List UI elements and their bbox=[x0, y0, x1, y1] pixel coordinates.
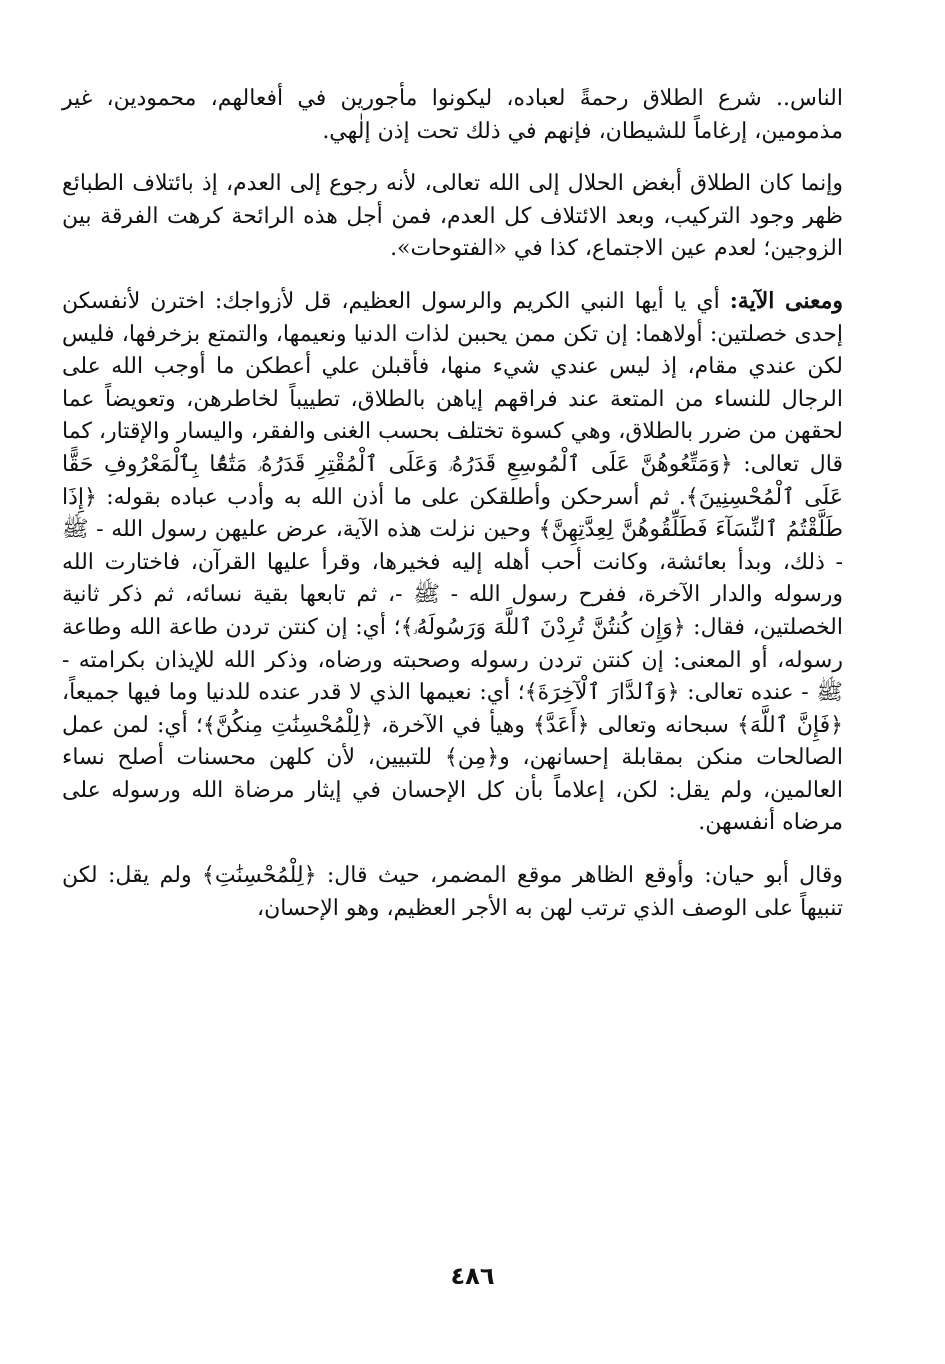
paragraph-3-lead: ومعنى الآية: bbox=[729, 287, 843, 314]
paragraph-1 bbox=[62, 82, 843, 148]
paragraph-1-text: الناس.. شرع الطلاق رحمةً لعباده، ليكونوا مأجورين في أفعالهم، محمودين، غير مذمومين، إرغاماً للشيطان، فإنهم في ذلك تحت إذن إلٰهي. bbox=[62, 86, 843, 144]
paragraph-2 bbox=[62, 167, 843, 266]
paragraph-2-text: وإنما كان الطلاق أبغض الحلال إلى الله تعالى، لأنه رجوع إلى العدم، إذ بائتلاف الطبائع ظهر وجود التركيب، وبعد الائتلاف كل العدم، فمن أجل هذه الرائحة كرهت الفرقة بين الزوجين؛ لعدم عين الاجتماع، كذا في «الفتوحات». bbox=[62, 171, 843, 262]
paragraph-4 bbox=[62, 859, 843, 925]
page-body bbox=[62, 82, 843, 925]
paragraph-4-text: وقال أبو حيان: وأوقع الظاهر موقع المضمر، حيث قال: ﴿لِلْمُحْسِنَٰتِ﴾ ولم يقل: لكن تنبيهاً على الوصف الذي ترتب لهن به الأجر العظيم، وهو الإحسان، bbox=[62, 863, 843, 921]
paragraph-3 bbox=[62, 285, 843, 840]
page-number: ٤٨٦ bbox=[450, 1262, 495, 1290]
paragraph-3-text: أي يا أيها النبي الكريم والرسول العظيم، قل لأزواجك: اخترن لأنفسكن إحدى خصلتين: أولاهما: إن تكن ممن يحببن لذات الدنيا ونعيمها، والتمتع بزخرفها، فليس لكن عندي مقام، إذ ليس عندي شيء منها، فأقبلن علي أعطكن ما أوجب الله على الرجال للنساء من المتعة عند فراقهم إياهن بالطلاق، تطييباً لخاطرهن، وتعويضاً عما لحقهن من ضرر بالطلاق، وهي كسوة تختلف بحسب الغنى والفقر، واليسار والإقتار، كما قال تعالى: ﴿وَمَتِّعُوهُنَّ عَلَى ٱلْمُوسِعِ قَدَرُهُۥ وَعَلَى ٱلْمُقْتِرِ قَدَرُهُۥ مَتَٰعًۢا بِٱلْمَعْرُوفِ حَقًّا عَلَى ٱلْمُحْسِنِينَ﴾. ثم أسرحكن وأطلقكن على ما أذن الله به وأدب عباده بقوله: ﴿إِذَا طَلَّقْتُمُ ٱلنِّسَآءَ فَطَلِّقُوهُنَّ لِعِدَّتِهِنَّ﴾ وحين نزلت هذه الآية، عرض عليهن رسول الله - ﷺ - ذلك، وبدأ بعائشة، وكانت أحب أهله إليه فخيرها، وقرأ عليها القرآن، فاختارت الله ورسوله والدار الآخرة، ففرح رسول الله - ﷺ -، ثم تابعها بقية نسائه، ثم ذكر ثانية الخصلتين، فقال: ﴿وَإِن كُنتُنَّ تُرِدْنَ ٱللَّهَ وَرَسُولَهُۥ﴾؛ أي: إن كنتن تردن طاعة الله وطاعة رسوله، أو المعنى: إن كنتن تردن رسوله وصحبته ورضاه، وذكر الله للإيذان بكرامته - ﷺ - عنده تعالى: ﴿وَٱلدَّارَ ٱلْآخِرَةَ﴾؛ أي: نعيمها الذي لا قدر عنده للدنيا وما فيها جميعاً، ﴿فَإِنَّ ٱللَّهَ﴾ سبحانه وتعالى ﴿أَعَدَّ﴾ وهيأ في الآخرة، ﴿لِلْمُحْسِنَٰتِ مِنكُنَّ﴾؛ أي: لمن عمل الصالحات منكن بمقابلة إحسانهن، و﴿مِن﴾ للتبيين، لأن كلهن محسنات أصلح نساء العالمين، ولم يقل: لكن، إعلاماً بأن كل الإحسان في إيثار مرضاة الله ورسوله على مرضاه أنفسهن. bbox=[62, 288, 843, 836]
